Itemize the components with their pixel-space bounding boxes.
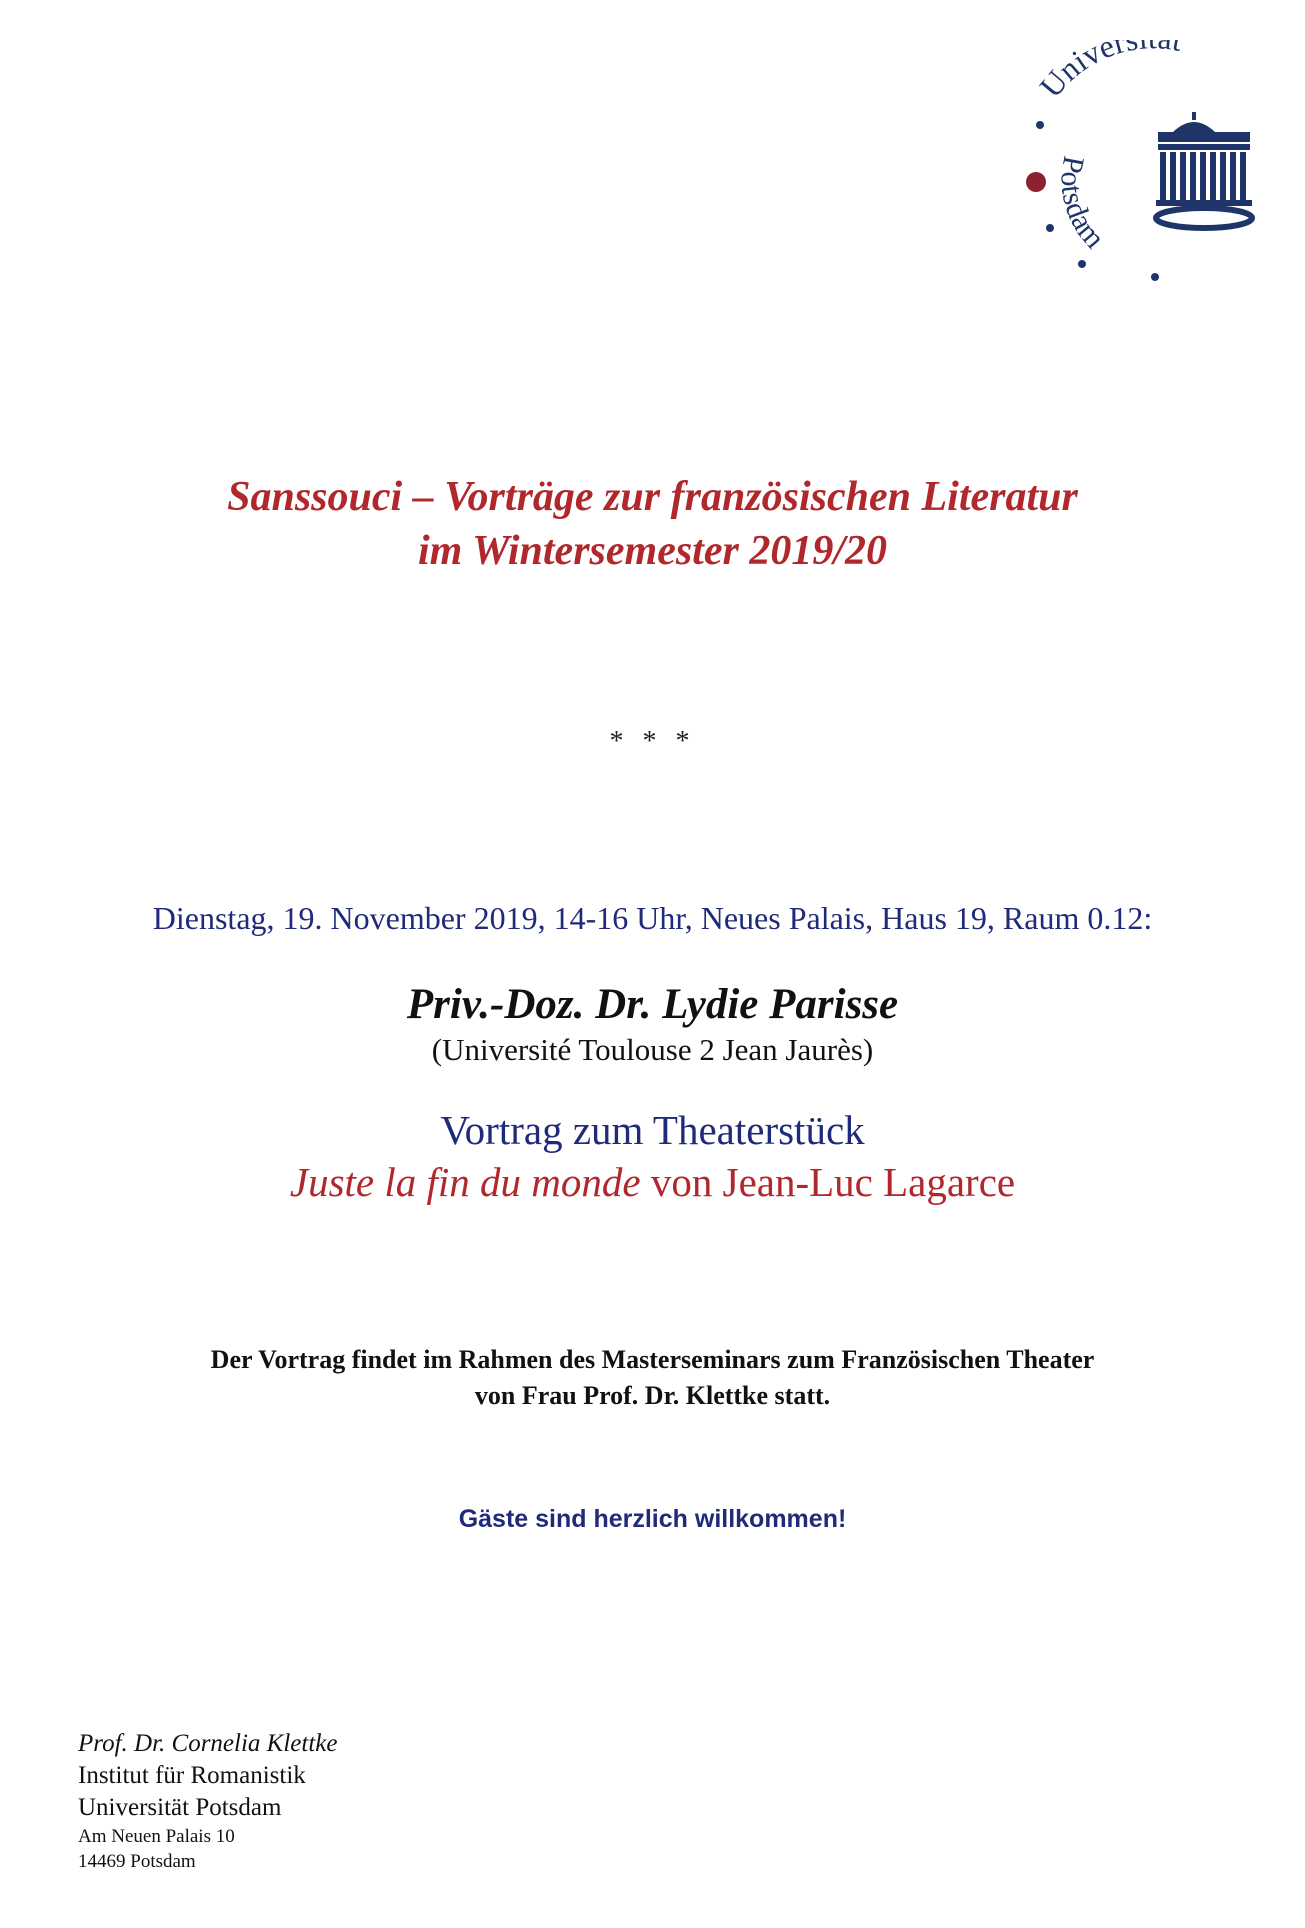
series-title-line2: im Wintersemester 2019/20 [417,528,887,574]
footer-university: Universität Potsdam [78,1794,282,1821]
talk-title-line1: Vortrag zum Theaterstück [440,1107,865,1153]
welcome-text: Gäste sind herzlich willkommen! [458,1505,847,1533]
series-title-line1: Sanssouci – Vorträge zur französischen Literatur [227,474,1078,520]
event-date-line: Dienstag, 19. November 2019, 14-16 Uhr, Neues Palais, Haus 19, Raum 0.12: [152,900,1153,936]
footer-name: Prof. Dr. Cornelia Klettke [78,1730,338,1757]
university-seal-icon [1010,40,1270,300]
seminar-note [0,1342,1305,1414]
talk-author: von Jean-Luc Lagarce [650,1159,1016,1205]
footer-institute: Institut für Romanistik [78,1762,306,1789]
talk-title-line2 [0,1158,1305,1206]
speaker-name: Priv.-Doz. Dr. Lydie Parisse [406,981,899,1028]
seminar-note-line1: Der Vortrag findet im Rahmen des Masterseminars zum Französischen Theater [210,1345,1095,1374]
speaker-affiliation: (Université Toulouse 2 Jean Jaurès) [431,1032,874,1067]
footer-street: Am Neuen Palais 10 [78,1826,235,1847]
logo-top-text: Univer [1032,40,1129,105]
footer-city: 14469 Potsdam [78,1851,196,1872]
footer-address [78,1728,337,1874]
series-title [0,470,1305,578]
logo-side-text: Potsdam [1054,153,1112,255]
seminar-note-line2: von Frau Prof. Dr. Klettke statt. [474,1381,831,1410]
university-logo [1010,40,1270,300]
separator: * * * [609,726,696,757]
talk-work-title: Juste la fin du monde [289,1159,641,1205]
